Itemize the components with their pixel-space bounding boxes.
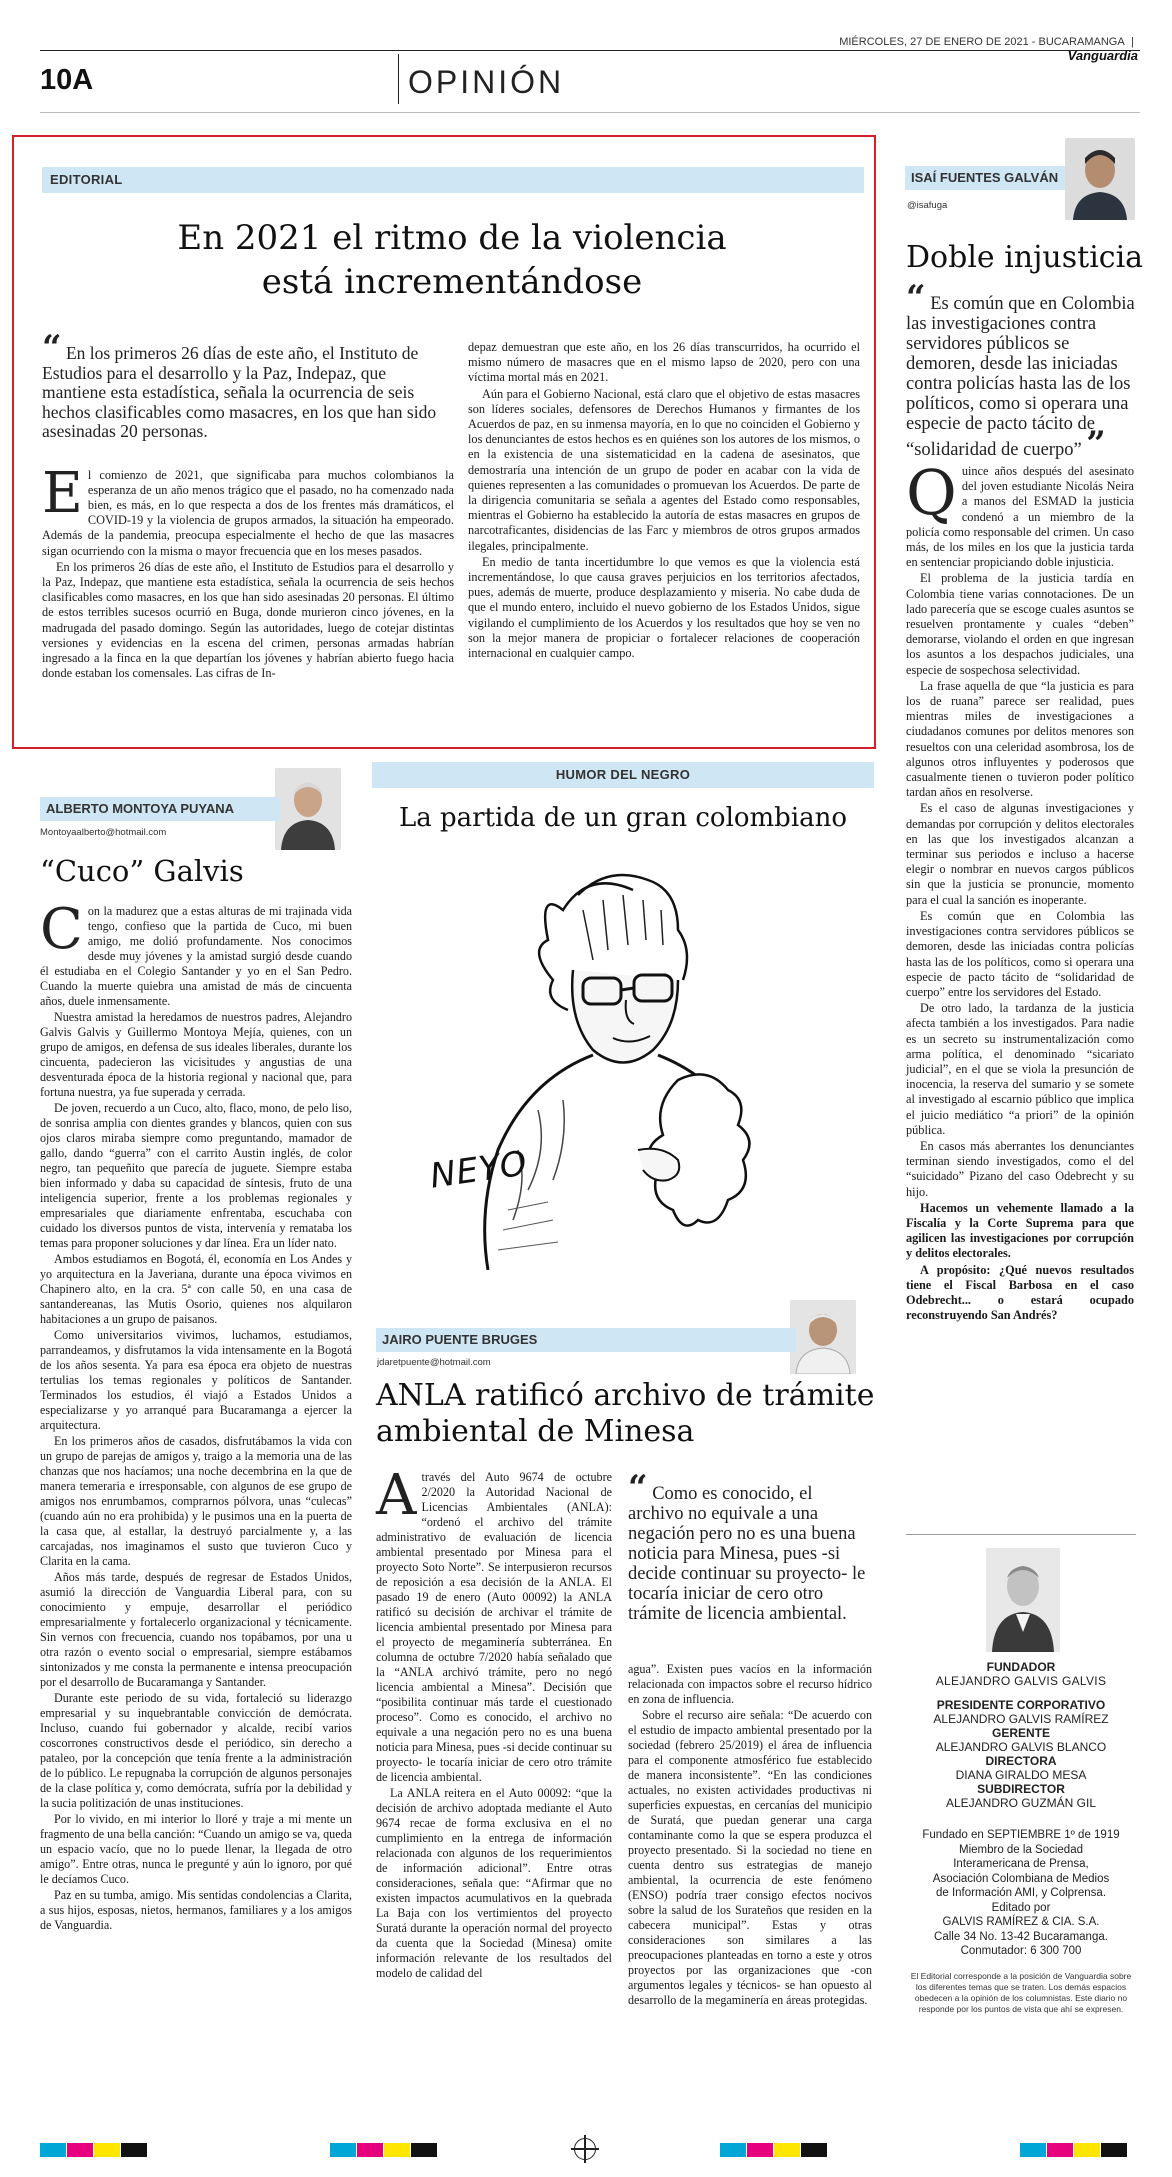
isai-headline: Doble injusticia <box>906 240 1144 275</box>
editorial-col1-text <box>42 460 454 682</box>
humor-label: HUMOR DEL NEGRO <box>372 762 874 788</box>
header-dateline-row: MIÉRCOLES, 27 DE ENERO DE 2021 - BUCARAMANGA | Vanguardia <box>839 36 1138 63</box>
paragraph: uince años después del asesinato del joven estudiante Nicolás Neira a manos del ESMAD la justicia condenó a un miembro de la policía como responsable del crimen. Un caso más, de los miles en los que la justicia tarda en sentenciar propiciando doble injusticia. <box>906 464 1134 570</box>
paragraph: on la madurez que a estas alturas de mi trajinada vida tengo, confieso que la partida de Cuco, mi buen amigo, me dolió profundamente. Nos conocimos desde muy jóvenes y la amistad surgió desde cuando él estudiaba en el Colegio Santander y yo en el San Pedro. Cuando la muerte quiebra una amistad de más de cincuenta años, duele inmensamente. <box>40 904 352 1008</box>
alberto-author: ALBERTO MONTOYA PUYANA <box>40 797 281 821</box>
print-color-bar-center-left <box>330 2142 438 2161</box>
paragraph: De otro lado, la tardanza de la justicia afecta también a los investigados. Para nadie es un secreto su instrumentalización como arma política, el denominado “sicariato judicial”, en el que se viola la presunción de inocencia, la reserva del sumario y se somete al investigado al escarnio público que implica el juicio mediático “a priori” de la opinión pública. <box>906 1001 1134 1137</box>
jairo-headline <box>376 1378 876 1450</box>
paragraph: A propósito: ¿Qué nuevos resultados tiene el Fiscal Barbosa en el caso Odebrecht... o estará ocupado reconstruyendo San Andrés? <box>906 1262 1134 1323</box>
jairo-quote-text: Como es conocido, el archivo no equivale a una negación pero no es una buena noticia para Minesa, pues -si decide continuar su proyecto- le tocaría iniciar de cero otro trámite de licencia ambiental. <box>628 1484 866 1624</box>
info-line: Conmutador: 6 300 700 <box>960 1945 1082 1957</box>
paragraph: Durante este periodo de su vida, fortaleció su liderazgo empresarial y su inquebrantable convicción de demócrata. Incluso, cuando fui gobernador y alcalde, recibí varios coscorrones constructivos desde el periódico, sin derecho a pataleo, por la concepción que tenía frente a la administración de lo público. Le repugnaba la corrupción de algunos personajes de la clase política y, como demócrata, sufría por la debilidad y la sucia politización de unas instituciones. <box>40 1691 352 1810</box>
info-line: Asociación Colombiana de Medios <box>932 1872 1110 1885</box>
isai-body <box>906 456 1134 1324</box>
paragraph: Es el caso de algunas investigaciones y demandas por corrupción y delitos electorales en las que los investigados alcanzan a terminar sus periodos e incluso a hacerse elegir o nombrar en nuevos cargos públicos sin que la justicia se pronuncie, momento para el cual la sanción es inoperante. <box>906 801 1134 907</box>
print-color-bar-center-right <box>720 2142 828 2161</box>
paragraph: agua”. Existen pues vacíos en la información relacionada con impactos sobre el recurso hídrico en zona de influencia. <box>628 1662 872 1706</box>
directora-name: DIANA GIRALDO MESA <box>955 1768 1087 1782</box>
fundador-name: ALEJANDRO GALVIS GALVIS <box>935 1674 1107 1688</box>
paragraph: Aún para el Gobierno Nacional, está claro que el objetivo de estas masacres son líderes sociales, defensores de Derechos Humanos y firmantes de los Acuerdos de paz, en su inmensa mayoría, en lo que no coinciden el Gobierno y los denunciantes de estos hechos es en quiénes son los autores de los mismos, o en la existencia de una sistematicidad en la cadena de asesinatos, que demostraría una intención de un grupo de poder en acabar con la vida de quienes representen a las comunidades o promuevan los Acuerdos. De parte de la dirigencia comunitaria se señala a agentes del Estado como responsables, mientras el Gobierno ha establecido la autoría de estas masacres en grupos de narcotraficantes, disidencias de las Farc y miembros de otros grupos armados ilegales, principalmente. <box>468 386 860 553</box>
editorial-quote-text: En los primeros 26 días de este año, el Instituto de Estudios para el desarrollo y la Paz, Indepaz, que mantiene esta estadística, señala la ocurrencia de seis hechos clasificables como masacres, en los que han sido asesinadas 20 personas. <box>42 343 437 441</box>
fundador-label: FUNDADOR <box>986 1660 1056 1674</box>
info-line: GALVIS RAMÍREZ & CIA. S.A. <box>942 1916 1100 1928</box>
gerente-name: ALEJANDRO GALVIS BLANCO <box>935 1740 1107 1754</box>
paragraph: Años más tarde, después de regresar de Estados Unidos, asumió la dirección de Vanguardia Liberal para, con su conocimiento y empuje, desarrollar el periódico empresarialmente y fortalecerlo organizacional y técnicamente. Sin vernos con frecuencia, cuando nos topábamos, por una u otra razón o evento social o empresarial, siempre estábamos sintonizados y me consta la permanente e intensa preocupación por el desarrollo de Bucaramanga y Santander. <box>40 1570 352 1689</box>
jairo-quote <box>628 1468 872 1624</box>
isai-handle: @isafuga <box>907 200 948 211</box>
info-line: de Información AMI, y Colprensa. <box>935 1887 1107 1899</box>
isai-header <box>905 130 1145 230</box>
header-rule <box>40 50 1140 51</box>
paragraph: Es común que en Colombia las investigaciones contra servidores públicos se demoren, desde las iniciadas contra policías hasta las de los políticos, como si operara una especie de pacto tácito de “solidaridad de cuerpo” entre los servidores del Estado. <box>906 908 1134 999</box>
paragraph: Paz en su tumba, amigo. Mis sentidas condolencias a Clarita, a sus hijos, esposas, nietos, hermanos, familiares y a los amigos de Vanguardia. <box>40 1888 352 1932</box>
isai-author: ISAÍ FUENTES GALVÁN <box>905 166 1071 190</box>
jairo-headline-line1: ANLA ratificó archivo de trámite <box>376 1378 875 1413</box>
paragraph: En los primeros 26 días de este año, el Instituto de Estudios para el desarrollo y la Paz, Indepaz, que mantiene esta estadística, señala la ocurrencia de seis hechos clasificables como masacres, en los que han sido asesinadas 20 personas. El último de estos terribles sucesos ocurrió en Buga, donde murieron cinco jóvenes, en la madrugada del pasado domingo. Según las autoridades, luego de cotejar distintas versiones y evidencias en la escena del crimen, personas armadas habrían ingresado a la finca en la que departían los jóvenes y habrían abierto fuego hacia donde estaban los comensales. Las cifras de In- <box>42 559 454 681</box>
founder-photo-icon <box>986 1548 1060 1652</box>
jairo-dropcap: A <box>376 1463 417 1528</box>
open-quote-icon: “ <box>628 1468 648 1508</box>
cartoon-signature: NEYO <box>427 1143 531 1197</box>
presidente-label: PRESIDENTE CORPORATIVO <box>936 1698 1106 1712</box>
masthead-info <box>906 1828 1136 1959</box>
masthead-disclaimer: El Editorial corresponde a la posición de Vanguardia sobre los diferentes temas que se traten. Los demás espacios obedecen a la opinión de los columnistas. Este diario no responde por los puntos de vista que ahí se expresen. <box>910 1970 1132 2014</box>
print-color-bar-left <box>40 2142 148 2161</box>
jairo-col2 <box>628 1662 872 2009</box>
editorial-col2 <box>468 340 860 662</box>
paragraph: En medio de tanta incertidumbre lo que vemos es que la violencia está incrementándose, lo que causa graves perjuicios en los territorios afectados, pues, además de muerte, produce desplazamiento y miseria. No cabe duda de que el mundo entero, incluido el nuevo gobierno de los Estados Unidos, sigue vigilando el cumplimiento de los Acuerdos y los resultados que hoy se ven no son la mejor manera de propiciar o fortalecer relaciones de cooperación internacional en cualquier campo. <box>468 554 860 661</box>
header-brand: Vanguardia <box>1067 48 1138 63</box>
directora-label: DIRECTORA <box>985 1754 1057 1768</box>
paragraph: depaz demuestran que este año, en los 26 días transcurridos, ha ocurrido el mismo número de masacres que en el mismo lapso de 2020, pero con una víctima mortal más en 2021. <box>468 340 860 385</box>
info-line: Editado por <box>991 1901 1051 1914</box>
jairo-author: JAIRO PUENTE BRUGES <box>376 1328 796 1352</box>
editorial-col1 <box>42 328 454 682</box>
paragraph: La ANLA reitera en el Auto 00092: “que la decisión de archivo adoptada mediante el Auto 9674 recae de forma exclusiva en el no cumplimiento en la entrega de información relacionada con algunos de los requerimientos de información adicional”. Entre otras consideraciones, señala que: “Afirmar que no existen impactos acumulativos en la quebrada La Baja con los vertimientos del proyecto Suratá durante la operación normal del proyecto da cuenta que la Sociedad (Minesa) omite información relevante de los resultados del modelo de calidad del <box>376 1786 612 1980</box>
humor-headline: La partida de un gran colombiano <box>398 803 848 833</box>
info-line: Miembro de la Sociedad <box>958 1843 1083 1856</box>
jairo-avatar <box>790 1300 856 1374</box>
editorial-headline-line2: está incrementándose <box>261 262 643 302</box>
close-quote-icon: ” <box>1086 424 1106 464</box>
paragraph: En los primeros años de casados, disfrutábamos la vida con un grupo de parejas de amigos y, traigo a la memoria una de las chanzas que nos hacíamos; una noche decembrina en la que de manera temeraria e irresponsable, con algunos de ese grupo de amigos nos enrumbamos, comprarnos pólvora, unas “culecas” (cuando aún no era prohibida) y le pusimos una en la puerta de la casa que, al estallar, la destruyó parcialmente y, a las carcajadas, nos imaginamos el susto que tuvieron Cuco y Clarita en la cama. <box>40 1434 352 1568</box>
paragraph: Por lo vivido, en mi interior lo lloré y traje a mi mente un fragmento de una bella canción: “Cuando un amigo se va, queda un espacio vacío, que no lo puede llenar, la llegada de otro amigo”. Entre otras, nunca le pregunté y aún lo ignoro, por qué le decíamos Cuco. <box>40 1812 352 1886</box>
info-line: Fundado en SEPTIEMBRE 1º de 1919 <box>922 1829 1120 1841</box>
paragraph: Ambos estudiamos en Bogotá, él, economía en Los Andes y yo arquitectura en la Javeriana, durante una época vivimos en Chapinero alto, en la cra. 5ª con calle 50, en una casa de santandereanas, las Mutis Osorio, quienes nos alquilaron habitaciones a un grupo de paisanos. <box>40 1252 352 1326</box>
info-line: Interamericana de Prensa, <box>953 1858 1089 1870</box>
paragraph: Hacemos un vehemente llamado a la Fiscalía y la Corte Suprema para que agilicen las investigaciones por corrupción y delitos electorales. <box>906 1200 1134 1261</box>
paragraph: l comienzo de 2021, que significaba para muchos colombianos la esperanza de un año menos trágico que el pasado, no ha comenzado nada bien, es más, en lo que respecta a dos de los frentes más dramáticos, el COVID-19 y la violencia de grupos armados, la situación ha empeorado. Además de la pandemia, preocupa especialmente el hecho de que las masacres sigan ocurriendo con la misma o mayor frecuencia que en los meses pasados. <box>42 467 454 558</box>
jairo-email: jdaretpuente@hotmail.com <box>377 1357 491 1368</box>
isai-quote-text: Es común que en Colombia las investigaciones contra servidores públicos se demoren, desde las iniciadas contra policías hasta las de los políticos, como si operara una especie de pacto tácito de “solidaridad de cuerpo” <box>906 294 1135 460</box>
cartoon-man-icon <box>378 850 868 1270</box>
alberto-body <box>40 897 352 1934</box>
open-quote-icon: “ <box>42 328 62 368</box>
editorial-dropcap: E <box>42 460 83 526</box>
person-photo-icon <box>790 1300 856 1374</box>
founder-portrait <box>986 1548 1060 1652</box>
jairo-headline-line2: ambiental de Minesa <box>376 1414 695 1449</box>
header-divider <box>398 54 399 104</box>
paragraph: La frase aquella de que “la justicia es para los de ruana” parece ser realidad, pues mientras miles de investigaciones a ciudadanos comunes por delitos menores son resueltos con una celeridad asombrosa, los de algunos otros influyentes y poderosos que casualmente tienen o tuvieron poder político tardan años en resolverse. <box>906 678 1134 800</box>
open-quote-icon: “ <box>906 278 926 318</box>
editorial-quote <box>42 328 454 442</box>
page-number: 10A <box>40 64 94 96</box>
info-line: Calle 34 No. 13-42 Bucaramanga. <box>934 1930 1108 1943</box>
paragraph: En casos más aberrantes los denunciantes terminan siendo investigados, como el del “suicidado” Pizano del caso Odebrecht y su hijo. <box>906 1138 1134 1199</box>
paragraph: Como universitarios vivimos, luchamos, estudiamos, parrandeamos, y disfrutamos la vida intensamente en la Bogotá de los años sesenta. Ya para esa época era objeto de nuestras tertulias los temas regionales y políticos de Santander. Terminados los estudios, él viajó a Estados Unidos a especializarse y yo arranqué para Bucaramanga a ejercer la arquitectura. <box>40 1328 352 1432</box>
isai-quote <box>906 278 1138 464</box>
subdirector-label: SUBDIRECTOR <box>977 1782 1065 1796</box>
header-bottom-rule <box>40 112 1140 113</box>
isai-avatar <box>1065 138 1135 220</box>
editorial-label: EDITORIAL <box>42 167 864 193</box>
header-dateline: MIÉRCOLES, 27 DE ENERO DE 2021 - BUCARAMANGA <box>839 36 1125 48</box>
masthead-staff <box>906 1660 1136 2015</box>
paragraph: Sobre el recurso aire señala: “De acuerdo con el estudio de impacto ambiental presentado por la sociedad (febrero 25/2019) el área de influencia para el componente atmosférico fue establecido de manera inconsistente”. “En las condiciones actuales, no existen actividades productivas ni superficies expuestas, en cercanías del municipio de Suratá, que puedan generar una carga contaminante como la que se espera produzca el proyecto presentado. Si la sociedad no tiene en cuenta dentro sus estrategias de manejo ambiental, la ocurrencia de este fenómeno (ENSO) podría traer consigo efectos nocivos sobre la salud de los Surateños que residen en la cabecera municipal”. Estas y otras consideraciones son similares a las preocupaciones planteadas en torno a este y otros proyectos por las organizaciones que -con argumentos legales y técnicos- se han opuesto al desarrollo de la megaminería en áreas protegidas. <box>628 1708 872 2007</box>
print-color-bar-right <box>1020 2142 1128 2161</box>
paragraph: De joven, recuerdo a un Cuco, alto, flaco, mono, de pelo liso, de sonrisa amplia con dientes grandes y blancos, quien con sus ojos claros miraba siempre como preguntando, mamador de gallo, dando “guerra” con el carrito Austin inglés, de color negro, tan pequeñito que parecía de juguete. Siempre estaba bien informado y daba su capacidad de síntesis, fruto de una inteligencia superior, frente a los problemas regionales y empresariales que diariamente enfrentaba, escuchaba con cuidado los diversos puntos de vista, intervenía y remataba los temas para proponer soluciones y dar línea. Era un líder nato. <box>40 1101 352 1250</box>
gerente-label: GERENTE <box>991 1726 1050 1740</box>
editorial-headline <box>42 216 862 304</box>
registration-mark-icon <box>574 2138 596 2160</box>
person-photo-icon <box>1065 138 1135 220</box>
paragraph: El problema de la justicia tardía en Colombia tiene varias connotaciones. De un lado parecería que se escoge cuales asuntos se resuelven prontamente y cuales “deben” demorarse, violando el orden en que ingresan los asuntos a los despachos judiciales, una especie de sospechosa selectividad. <box>906 571 1134 677</box>
jairo-col1 <box>376 1463 612 1982</box>
alberto-headline: “Cuco” Galvis <box>40 854 244 888</box>
person-photo-icon <box>275 768 341 850</box>
alberto-dropcap: C <box>40 897 83 962</box>
paragraph: Nuestra amistad la heredamos de nuestros padres, Alejandro Galvis Galvis y Guillermo Montoya Mejía, quienes, con un grupo de amigos, en defensa de sus ideales liberales, durante los cincuenta, padecieron las vicisitudes y angustias de una desventurada época de la historia regional y nacional que, para fortuna nuestra, ya fue superada y cerrada. <box>40 1010 352 1099</box>
isai-dropcap: Q <box>906 456 957 529</box>
section-title: OPINIÓN <box>408 64 565 100</box>
paragraph: través del Auto 9674 de octubre 2/2020 la Autoridad Nacional de Licencias Ambientales (ANLA): “ordenó el archivo del trámite administrativo de evaluación de licencia ambiental presentado por Minesa para el proyecto Soto Norte”. Se interpusieron recursos de reposición a esa decisión de la ANLA. El pasado 19 de enero (Auto 00092) la ANLA ratificó su decisión de archivar el trámite de licencia ambiental presentado por Minesa para el proyecto de megaminería subterránea. En columna de octubre 7/2020 había señalado que la “ANLA archivó trámite, pero no negó licencia ambiental a Minesa”. Decisión que “posibilita continuar más tarde el cuestionado proceso”. Como es conocido, el archivo no equivale a una negación pero no es una buena noticia para Minesa, pues -si decide continuar su proyecto- le tocaría iniciar de cero otro trámite de licencia ambiental. <box>376 1470 612 1784</box>
alberto-email: Montoyaalberto@hotmail.com <box>40 827 167 838</box>
editorial-headline-line1: En 2021 el ritmo de la violencia <box>177 218 727 258</box>
subdirector-name: ALEJANDRO GUZMÁN GIL <box>945 1796 1097 1810</box>
masthead-rule <box>906 1534 1136 1535</box>
cartoon-illustration <box>378 850 868 1270</box>
alberto-avatar <box>275 768 341 850</box>
presidente-name: ALEJANDRO GALVIS RAMÍREZ <box>933 1712 1109 1726</box>
